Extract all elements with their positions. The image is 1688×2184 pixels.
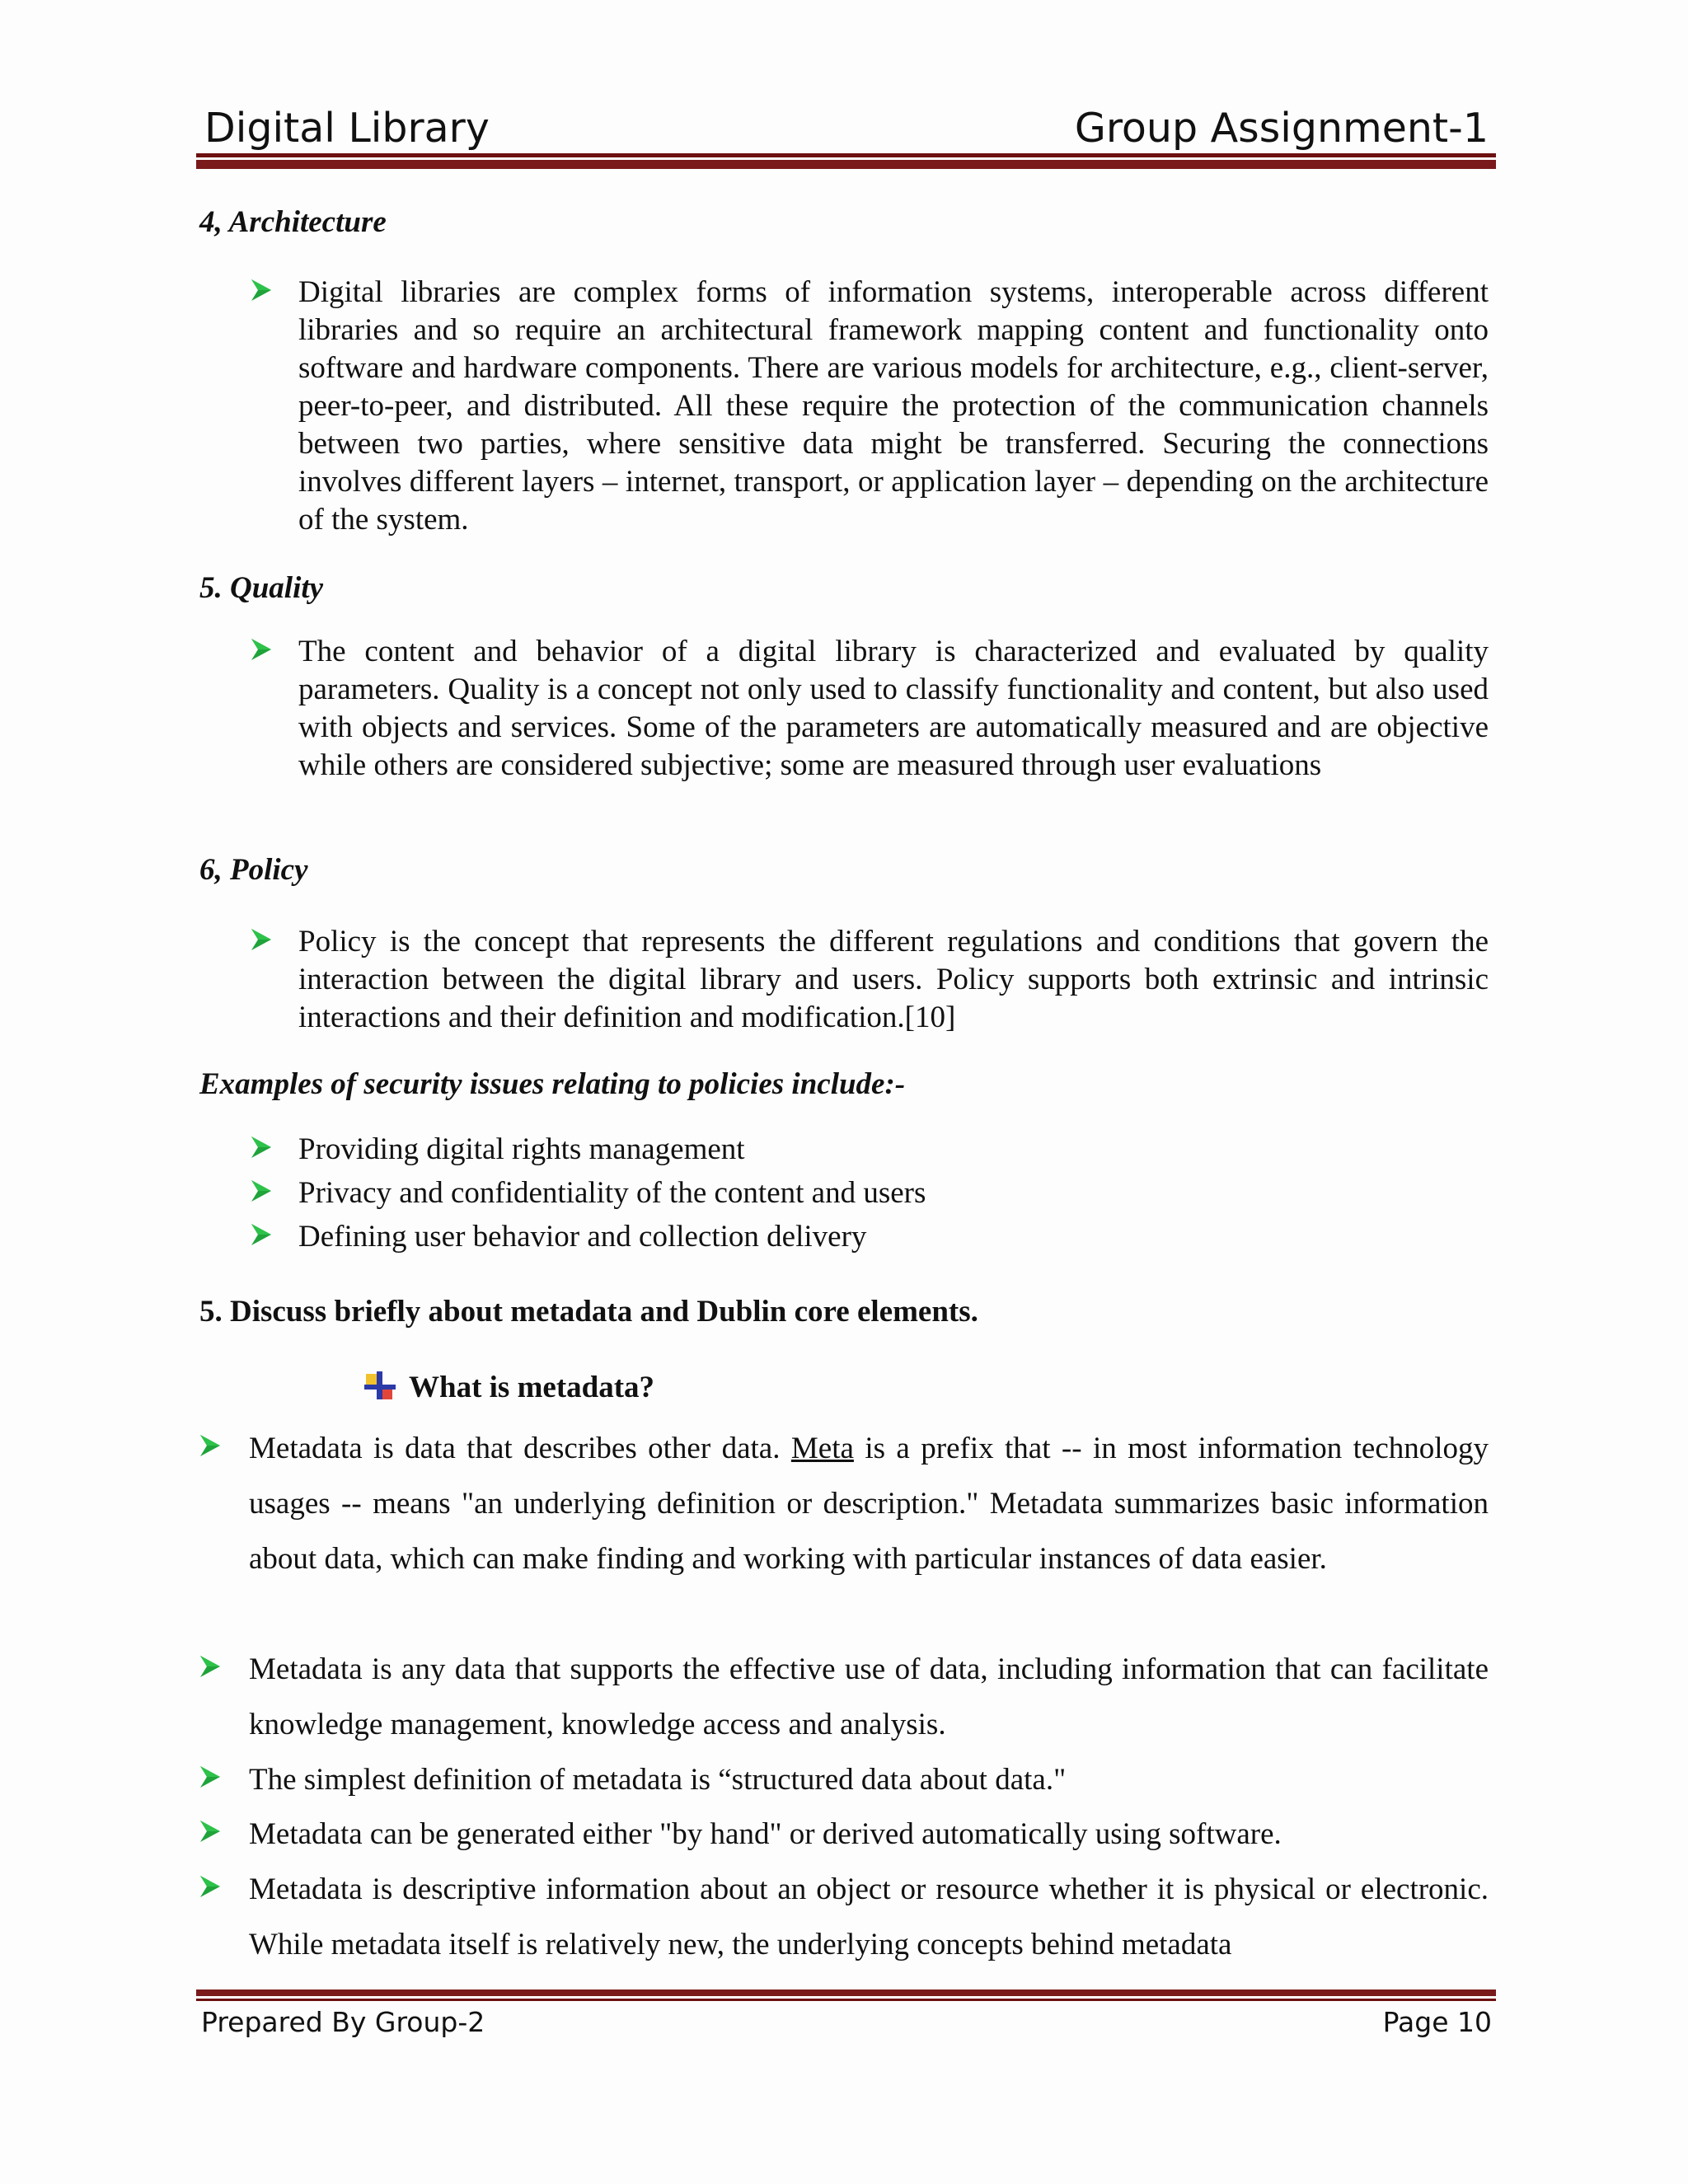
list-item-text: Privacy and confidentiality of the content and users: [298, 1176, 926, 1210]
architecture-bullet: [298, 274, 1489, 539]
green-arrow-bullet-icon: [199, 1820, 221, 1843]
quality-text: The content and behavior of a digital library is characterized and evaluated by quality parameters. Quality is a concept not only used to classify functionality and content, but also used with objects and services. Some of the parameters are automatically measured and are objective while others are considered subjective; some are measured through user evaluations: [298, 635, 1489, 782]
examples-heading: Examples of security issues relating to policies include:-: [199, 1067, 906, 1101]
green-arrow-bullet-icon: [251, 638, 272, 661]
policy-heading: 6, Policy: [199, 853, 308, 887]
metadata-subheading: [409, 1370, 654, 1405]
header-rule-thin: [196, 153, 1496, 157]
metadata-bullet-3: [249, 1752, 1489, 1807]
bullet-text: is a prefix that -- in most information technology usages -- means "an underlying definition or description." Metadata summarizes basic information about data, which can make finding and working with particular instances of data easier.: [249, 1432, 1489, 1576]
metadata-bullet-2: [249, 1642, 1489, 1752]
list-item-text: Providing digital rights management: [298, 1132, 745, 1166]
meta-link[interactable]: Meta: [790, 1432, 854, 1465]
footer-prepared-by: Prepared By Group-2: [201, 2006, 485, 2038]
list-item: [298, 1218, 1489, 1256]
metadata-bullet-4: [249, 1807, 1489, 1862]
bullet-text: Metadata is any data that supports the effective use of data, including information that can facilitate knowledge management, knowledge access and analysis.: [249, 1652, 1489, 1741]
footer-rule-thin: [196, 1999, 1496, 2001]
policy-bullet: [298, 923, 1489, 1037]
bullet-text: Metadata can be generated either "by hand" or derived automatically using software.: [249, 1817, 1282, 1851]
architecture-text: Digital libraries are complex forms of information systems, interoperable across different libraries and so require an architectural framework mapping content and functionality onto software and hardware components. There are various models for architecture, e.g., client-server, peer-to-peer, and distributed. All these require the protection of the communication channels between two parties, where sensitive data might be transferred. Securing the connections involves different layers – internet, transport, or application layer – depending on the architecture of the system.: [298, 275, 1489, 537]
green-arrow-bullet-icon: [199, 1434, 221, 1457]
page-header: [201, 97, 1492, 155]
subheading-text: What is metadata?: [409, 1371, 655, 1404]
header-rule-thick: [196, 160, 1496, 169]
green-arrow-bullet-icon: [199, 1655, 221, 1678]
metadata-bullet-1: [249, 1421, 1489, 1586]
bullet-text: Metadata is data that describes other data.: [249, 1432, 781, 1465]
green-arrow-bullet-icon: [251, 1223, 272, 1246]
header-title: Digital Library: [204, 105, 490, 152]
bullet-text: The simplest definition of metadata is “structured data about data.": [249, 1763, 1067, 1797]
list-item-text: Defining user behavior and collection delivery: [298, 1220, 867, 1254]
bullet-text: Metadata is descriptive information about an object or resource whether it is physical or electronic. While metadata itself is relatively new, the underlying concepts behind metadata: [249, 1872, 1489, 1961]
page-footer: [201, 2006, 1492, 2047]
page-number: Page 10: [1382, 2006, 1492, 2038]
architecture-heading: 4, Architecture: [199, 205, 387, 239]
green-arrow-bullet-icon: [199, 1875, 221, 1898]
green-arrow-bullet-icon: [251, 1136, 272, 1159]
policy-text: Policy is the concept that represents the different regulations and conditions that govern the interaction between the digital library and users. Policy supports both extrinsic and intrinsic interactions and their definition and modification.[10]: [298, 925, 1489, 1034]
quality-heading: 5. Quality: [199, 571, 324, 605]
green-arrow-bullet-icon: [199, 1765, 221, 1788]
metadata-bullet-5: [249, 1862, 1489, 1972]
question-heading: 5. Discuss briefly about metadata and Dublin core elements.: [199, 1295, 978, 1329]
list-item: [298, 1131, 1489, 1169]
quality-bullet: [298, 633, 1489, 785]
green-arrow-bullet-icon: [251, 928, 272, 951]
green-arrow-bullet-icon: [251, 1179, 272, 1202]
header-assignment: Group Assignment-1: [1074, 105, 1489, 152]
footer-rule-thick: [196, 1990, 1496, 1996]
list-item: [298, 1174, 1489, 1212]
green-arrow-bullet-icon: [251, 279, 272, 302]
plus-sign-icon: [363, 1370, 397, 1403]
